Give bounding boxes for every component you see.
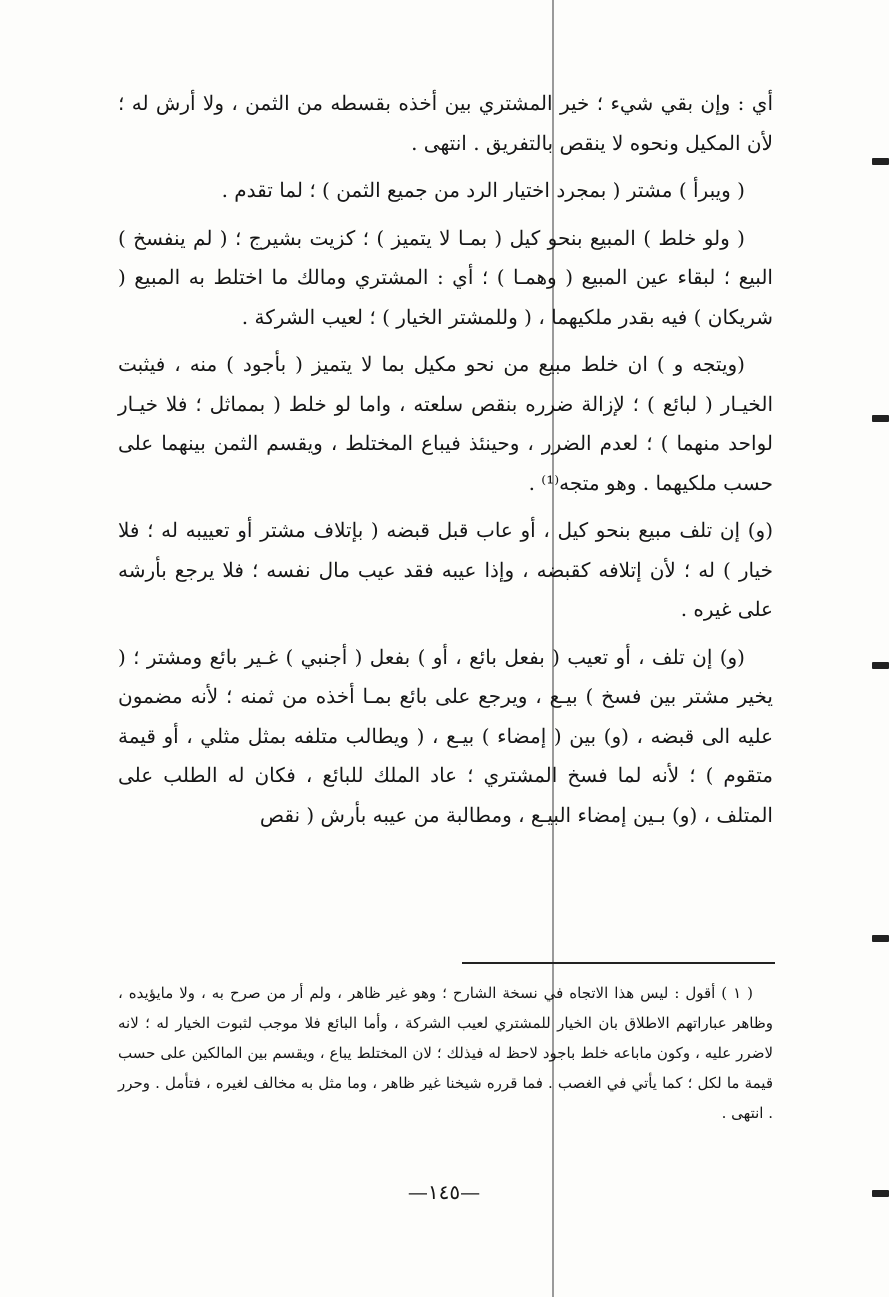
- edge-mark: [872, 935, 889, 942]
- footnote-divider: [462, 962, 775, 964]
- footnote: [118, 978, 773, 1128]
- edge-mark: [872, 158, 889, 165]
- paragraph: (و) إن تلف مبيع بنحو كيل ، أو عاب قبل قبضه ( بإتلاف مشتر أو تعييبه له ؛ فلا خيار ) له ؛ لأن إتلافه كقبضه ، وإذا عيبه فقد عيب مال نفسه ؛ فلا يرجع بأرشه على غيره .: [118, 518, 773, 621]
- footnote-text: ( ١ ) أقول : ليس هذا الاتجاه في نسخة الشارح ؛ وهو غير ظاهر ، ولم أر من صرح به ، ولا مايؤيده ، وظاهر عباراتهم الاطلاق بان الخيار للمشتري لعيب الشركة ، وأما البائع فلا موجب لثبوت الخيار له ؛ لانه لاضرر عليه ، وكون ماباعه خلط باجود لاحظ له فيذلك ؛ لان المختلط يباع ، ويقسم بين المالكين على حسب قيمة ما لكل ؛ كما يأتي في الغصب . فما قرره شيخنا غير ظاهر ، وما مثل به مخالف لغيره ، فتأمل . وحرر . انتهى .: [118, 984, 773, 1122]
- paragraph: أي : وإن بقي شيء ؛ خير المشتري بين أخذه بقسطه من الثمن ، ولا أرش له ؛ لأن المكيل ونحوه لا ينقص بالتفريق . انتهى .: [118, 91, 773, 155]
- edge-mark: [872, 415, 889, 422]
- edge-mark: [872, 1190, 889, 1197]
- edge-mark: [872, 662, 889, 669]
- main-text: [118, 84, 773, 843]
- paragraph: ( ولو خلط ) المبيع بنحو كيل ( بمـا لا يتميز ) ؛ كزيت بشيرج ؛ ( لم ينفسخ ) البيع ؛ لبقاء عين المبيع ( وهمـا ) ؛ أي : المشتري ومالك ما اختلط به المبيع ( شريكان ) فيه بقدر ملكيهما ، ( وللمشتر الخيار ) ؛ لعيب الشركة .: [118, 225, 773, 329]
- paragraph: (ويتجه و ) ان خلط مبيع من نحو مكيل بما لا يتميز ( بأجود ) منه ، فيثبت الخيـار ( لبائع ) ؛ لإزالة ضرره بنقص سلعته ، واما لو خلط ( بمماثل ؛ فلا خيـار لواحد منهما ) ؛ لعدم الضرر ، وحينئذ فيباع المختلط ، ويقسم الثمن بينهما على حسب ملكيهما . وهو متجه⁽¹⁾ .: [118, 352, 773, 495]
- paragraph: ( ويبرأ ) مشتر ( بمجرد اختيار الرد من جميع الثمن ) ؛ لما تقدم .: [221, 178, 745, 202]
- page-number: —١٤٥—: [407, 1180, 481, 1204]
- paragraph: (و) إن تلف ، أو تعيب ( بفعل بائع ، أو ) بفعل ( أجنبي ) غـير بائع ومشتر ؛ ( يخير مشتر بين فسخ ) بيـع ، ويرجع على بائع بمـا أخذه من ثمنه ؛ لأنه مضمون عليه الى قبضه ، (و) بين ( إمضاء ) بيـع ، ( ويطالب متلفه بمثل مثلي ، أو قيمة متقوم ) ؛ لأنه لما فسخ المشتري ؛ عاد الملك للبائع ، فكان له الطلب على المتلف ، (و) بـين إمضاء البيـع ، ومطالبة من عيبه بأرش ( نقص: [118, 644, 773, 827]
